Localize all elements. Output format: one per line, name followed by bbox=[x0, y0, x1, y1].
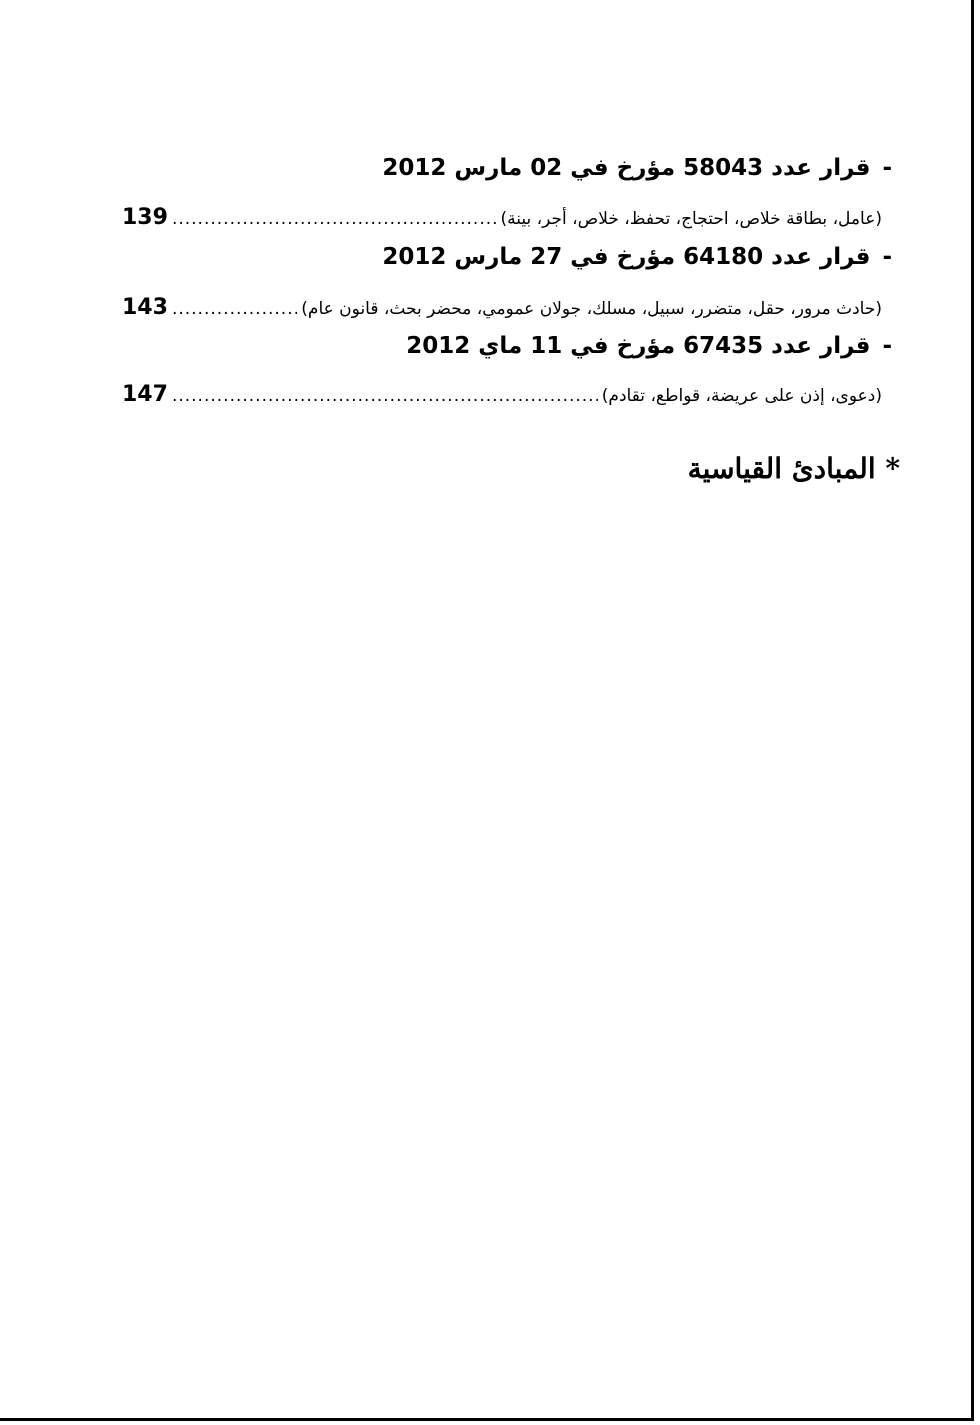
decision-title: قرار عدد 58043 مؤرخ في 02 مارس 2012 bbox=[382, 155, 871, 181]
page-number: 139 bbox=[122, 205, 168, 230]
toc-line-1 bbox=[122, 204, 882, 233]
keywords-text: (عامل، بطاقة خلاص، احتجاج، تحفظ، خلاص، أجر، بينة) bbox=[500, 209, 882, 229]
decision-heading-2 bbox=[382, 242, 892, 272]
section-title: * المبادئ القياسية bbox=[687, 452, 900, 485]
keywords-text: (دعوى، إذن على عريضة، قواطع، تقادم) bbox=[601, 386, 882, 406]
decision-title: قرار عدد 67435 مؤرخ في 11 ماي 2012 bbox=[406, 333, 871, 359]
dot-leader bbox=[172, 382, 598, 410]
decision-title: قرار عدد 64180 مؤرخ في 27 مارس 2012 bbox=[382, 244, 871, 270]
list-dash: - bbox=[882, 244, 892, 270]
dot-leader bbox=[172, 295, 297, 323]
keywords-text: (حادث مرور، حقل، متضرر، سبيل، مسلك، جولان عمومي، محضر بحث، قانون عام) bbox=[301, 299, 882, 319]
list-dash: - bbox=[882, 155, 892, 181]
page-number: 147 bbox=[122, 382, 168, 407]
list-dash: - bbox=[882, 333, 892, 359]
toc-line-3 bbox=[122, 381, 882, 410]
toc-line-2 bbox=[122, 294, 882, 323]
decision-heading-3 bbox=[406, 331, 892, 361]
dot-leader bbox=[172, 205, 497, 233]
decision-heading-1 bbox=[382, 153, 892, 183]
page-number: 143 bbox=[122, 295, 168, 320]
